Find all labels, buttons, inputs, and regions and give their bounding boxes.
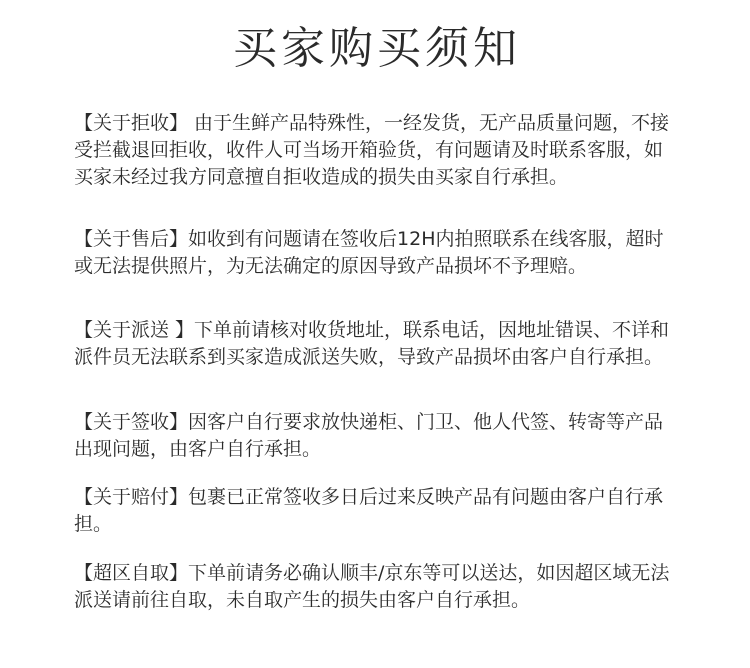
notice-after-sales xyxy=(74,226,680,280)
notice-heading: 【关于拒收】 xyxy=(74,112,189,134)
notice-heading: 【关于签收】 xyxy=(74,411,189,433)
notice-heading: 【关于售后】 xyxy=(74,228,189,250)
notice-body: 下单前请核对收货地址，联系电话，因地址错误、不详和派件员无法联系到买家造成派送失败，导致产品损坏由客户自行承担。 xyxy=(74,319,670,368)
notice-heading: 【关于赔付】 xyxy=(74,486,189,508)
notice-body: 由于生鲜产品特殊性，一经发货，无产品质量问题，不接受拦截退回拒收，收件人可当场开箱验货，有问题请及时联系客服，如买家未经过我方同意擅自拒收造成的损失由买家自行承担。 xyxy=(74,112,670,188)
notice-delivery xyxy=(74,317,680,371)
notice-compensation xyxy=(74,484,680,538)
notice-body: 下单前请务必确认顺丰/京东等可以送达，如因超区域无法派送请前往自取，未自取产生的损失由客户自行承担。 xyxy=(74,562,670,611)
notice-heading: 【关于派送 】 xyxy=(74,319,195,341)
notice-rejection xyxy=(74,110,680,191)
notice-heading: 【超区自取】 xyxy=(74,562,189,584)
page-title: 买家购买须知 xyxy=(233,23,521,74)
notice-signing xyxy=(74,409,680,463)
notice-self-pickup xyxy=(74,560,680,614)
notice-body: 包裹已正常签收多日后过来反映产品有问题由客户自行承担。 xyxy=(74,486,664,535)
notice-body: 因客户自行要求放快递柜、门卫、他人代签、转寄等产品出现问题，由客户自行承担。 xyxy=(74,411,664,460)
notice-body: 如收到有问题请在签收后12H内拍照联系在线客服，超时或无法提供照片，为无法确定的原因导致产品损坏不予理赔。 xyxy=(74,228,664,277)
